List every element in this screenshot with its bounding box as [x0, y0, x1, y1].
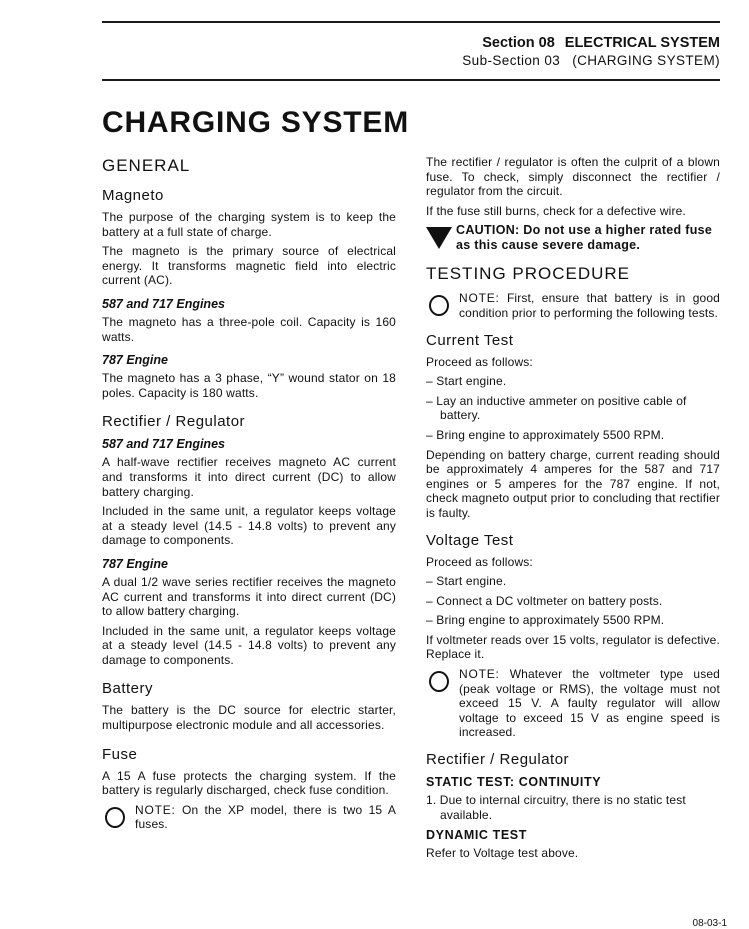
- rectifier-regulator-heading: Rectifier / Regulator: [102, 413, 246, 431]
- testing-note-text: First, ensure that battery is in good condition prior to performing the following tests.: [459, 291, 721, 320]
- voltage-step-1: – Start engine.: [426, 574, 507, 589]
- rectifier-paragraph-4: Included in the same unit, a regulator keeps voltage at a steady level (14.5 - 14.8 volts) to prevent any damage to components.: [102, 623, 396, 667]
- note-label: NOTE:: [135, 802, 176, 817]
- dynamic-test-paragraph: Refer to Voltage test above.: [426, 846, 579, 861]
- static-test-step: 1. Due to internal circuitry, there is no static test available.: [426, 793, 686, 822]
- section-title: ELECTRICAL SYSTEM: [564, 35, 720, 51]
- magneto-heading: Magneto: [102, 187, 164, 204]
- fuse-note-text: On the XP model, there is two 15 A fuses.: [135, 802, 397, 832]
- voltage-proceed-text: Proceed as follows:: [426, 554, 533, 569]
- page-number: 08-03-1: [692, 918, 727, 929]
- rectifier-paragraph-3: A dual 1/2 wave series rectifier receives the magneto AC current and transforms it into direct current (DC) to allow battery charging.: [102, 574, 396, 619]
- voltage-note: [426, 667, 720, 740]
- voltage-note-text: Whatever the voltmeter type used (peak voltage or RMS), the voltage must not exceed 15 V. A faulty regulator will allow voltage to exceed 15 V as engine speed is increased.: [459, 667, 720, 740]
- engines-587-717-heading: 587 and 717 Engines: [102, 296, 225, 311]
- engine-787-heading: 787 Engine: [102, 353, 168, 368]
- battery-paragraph: The battery is the DC source for electric starter, multipurpose electronic module and all accessories.: [102, 703, 396, 733]
- note-circle-icon: [105, 807, 125, 828]
- fuse-paragraph: A 15 A fuse protects the charging system. If the battery is regularly discharged, check fuse condition.: [102, 768, 396, 798]
- rectifier-regulator-heading-2: Rectifier / Regulator: [426, 751, 570, 769]
- header-bottom-rule: [102, 79, 720, 81]
- caution-notice: [426, 223, 720, 253]
- note-label: NOTE:: [459, 667, 500, 682]
- magneto-paragraph-2: The magneto is the primary source of electrical energy. It transforms magnetic field into electric current (AC).: [102, 244, 396, 288]
- magneto-paragraph-1: The purpose of the charging system is to keep the battery at a full state of charge.: [102, 210, 396, 239]
- right-column: [426, 155, 720, 866]
- engine-787-heading-2: 787 Engine: [102, 556, 168, 571]
- voltage-test-paragraph: If voltmeter reads over 15 volts, regulator is defective. Replace it.: [426, 632, 720, 662]
- engines-587-717-heading-2: 587 and 717 Engines: [102, 437, 225, 452]
- rectifier-paragraph-1: A half-wave rectifier receives magneto AC current and transforms it into direct current (DC) to allow battery charging.: [102, 455, 396, 499]
- subsection-title: (CHARGING SYSTEM): [572, 53, 720, 68]
- left-column: [102, 155, 396, 838]
- fuse-note: [102, 803, 396, 832]
- current-test-paragraph: Depending on battery charge, current reading should be approximately 4 amperes for the 587 and 717 engines or 5 amperes for the 787 engine. If not, check magneto output prior to concluding that rectifier is faulty.: [426, 447, 720, 520]
- current-test-heading: Current Test: [426, 331, 514, 349]
- magneto-paragraph-4: The magneto has a 3 phase, “Y” wound stator on 18 poles. Capacity is 180 watts.: [102, 371, 396, 400]
- battery-heading: Battery: [102, 680, 154, 698]
- testing-note: [426, 291, 720, 320]
- page-title: CHARGING SYSTEM: [102, 106, 410, 139]
- subsection-heading: [462, 53, 720, 68]
- header-top-rule: [102, 21, 720, 23]
- current-step-2: – Lay an inductive ammeter on positive cable of battery.: [426, 393, 687, 423]
- note-circle-icon: [429, 295, 449, 316]
- subsection-number: Sub-Section 03: [462, 53, 561, 68]
- caution-text: CAUTION: Do not use a higher rated fuse as this cause severe damage.: [456, 223, 713, 253]
- testing-procedure-heading: TESTING PROCEDURE: [426, 264, 631, 284]
- current-step-1: – Start engine.: [426, 374, 507, 389]
- magneto-paragraph-3: The magneto has a three-pole coil. Capacity is 160 watts.: [102, 314, 396, 344]
- voltage-test-heading: Voltage Test: [426, 531, 514, 549]
- fuse-burns-paragraph: If the fuse still burns, check for a defective wire.: [426, 203, 686, 218]
- fuse-culprit-paragraph: The rectifier / regulator is often the culprit of a blown fuse. To check, simply disconnect the rectifier / regulator from the circuit.: [426, 155, 720, 199]
- general-heading: GENERAL: [102, 156, 191, 175]
- warning-triangle-icon: [426, 227, 452, 249]
- section-heading: [482, 35, 720, 51]
- rectifier-paragraph-2: Included in the same unit, a regulator keeps voltage at a steady level (14.5 - 14.8 volts) to prevent any damage to components.: [102, 504, 396, 548]
- note-circle-icon: [429, 671, 449, 692]
- current-step-3: – Bring engine to approximately 5500 RPM.: [426, 427, 665, 442]
- dynamic-test-label: DYNAMIC TEST: [426, 828, 527, 843]
- fuse-heading: Fuse: [102, 745, 138, 763]
- current-proceed-text: Proceed as follows:: [426, 354, 533, 369]
- static-test-label: STATIC TEST: CONTINUITY: [426, 775, 602, 790]
- section-number: Section 08: [482, 35, 555, 51]
- note-label: NOTE:: [459, 291, 500, 306]
- voltage-step-3: – Bring engine to approximately 5500 RPM.: [426, 613, 665, 628]
- voltage-step-2: – Connect a DC voltmeter on battery posts.: [426, 593, 663, 608]
